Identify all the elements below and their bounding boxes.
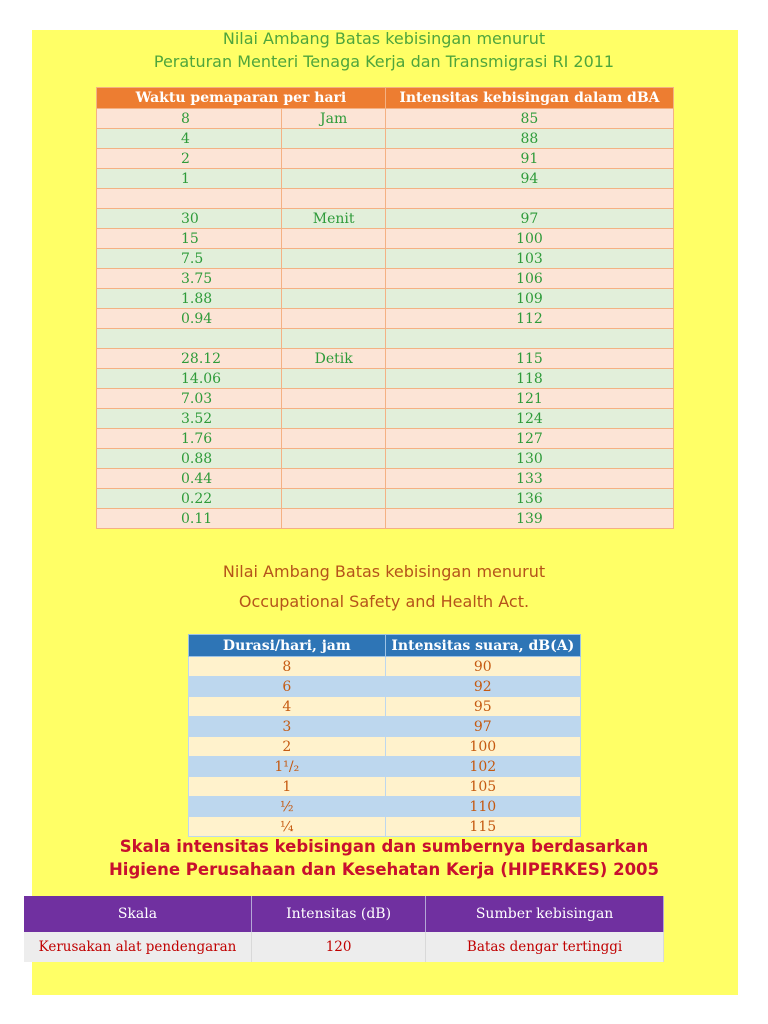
intensity-dba-cell [385, 329, 673, 349]
table-row [97, 189, 674, 209]
table-row [97, 169, 674, 189]
table-header-row [24, 896, 664, 932]
sound-intensity-cell: 100 [385, 737, 580, 757]
exposure-value-cell: 1.76 [97, 429, 282, 449]
exposure-value-cell: 1 [97, 169, 282, 189]
sound-intensity-cell: 105 [385, 777, 580, 797]
exposure-unit-cell [282, 509, 385, 529]
exposure-unit-cell [282, 469, 385, 489]
exposure-unit-cell [282, 369, 385, 389]
exposure-unit-cell [282, 329, 385, 349]
duration-cell: 2 [189, 737, 386, 757]
table-row [97, 329, 674, 349]
exposure-unit-cell: Jam [282, 109, 385, 129]
intensity-dba-cell: 109 [385, 289, 673, 309]
nab-permenakertrans-table [96, 87, 674, 529]
intensity-dba-cell: 133 [385, 469, 673, 489]
table-row [97, 249, 674, 269]
intensity-dba-cell: 94 [385, 169, 673, 189]
intensity-dba-cell: 88 [385, 129, 673, 149]
table-row [97, 129, 674, 149]
exposure-value-cell: 3.75 [97, 269, 282, 289]
duration-cell: 8 [189, 657, 386, 677]
intensity-dba-cell: 97 [385, 209, 673, 229]
exposure-unit-cell [282, 149, 385, 169]
table-row [189, 757, 581, 777]
intensity-dba-cell: 121 [385, 389, 673, 409]
table-row [97, 289, 674, 309]
intensity-dba-cell: 106 [385, 269, 673, 289]
exposure-value-cell: 1.88 [97, 289, 282, 309]
nab-osha-table [188, 634, 581, 837]
exposure-unit-cell [282, 409, 385, 429]
table-row [24, 932, 664, 962]
exposure-unit-cell [282, 489, 385, 509]
exposure-unit-cell [282, 229, 385, 249]
scale-cell: Kerusakan alat pendengaran [24, 932, 251, 962]
section3-title-line2: Higiene Perusahaan dan Kesehatan Kerja (HIPERKES) 2005 [108, 860, 660, 879]
duration-cell: 3 [189, 717, 386, 737]
table-row [97, 369, 674, 389]
header-scale: Skala [24, 896, 251, 932]
table-row [189, 657, 581, 677]
table-row [97, 149, 674, 169]
table-row [189, 817, 581, 837]
intensity-dba-cell: 115 [385, 349, 673, 369]
duration-cell: 1 [189, 777, 386, 797]
intensity-dba-cell: 85 [385, 109, 673, 129]
exposure-value-cell: 14.06 [97, 369, 282, 389]
exposure-unit-cell [282, 129, 385, 149]
exposure-value-cell: 7.5 [97, 249, 282, 269]
exposure-unit-cell [282, 189, 385, 209]
header-noise-source: Sumber kebisingan [426, 896, 664, 932]
exposure-value-cell: 3.52 [97, 409, 282, 429]
table-row [189, 717, 581, 737]
duration-cell: 1¹/₂ [189, 757, 386, 777]
table-row [189, 777, 581, 797]
sound-intensity-cell: 115 [385, 817, 580, 837]
header-duration: Durasi/hari, jam [189, 635, 386, 657]
exposure-unit-cell [282, 429, 385, 449]
table-row [189, 797, 581, 817]
exposure-unit-cell: Detik [282, 349, 385, 369]
section3-title-line1: Skala intensitas kebisingan dan sumbernya berdasarkan [119, 837, 649, 856]
table-row [97, 469, 674, 489]
exposure-unit-cell [282, 389, 385, 409]
exposure-value-cell: 7.03 [97, 389, 282, 409]
intensity-dba-cell: 118 [385, 369, 673, 389]
exposure-value-cell: 0.94 [97, 309, 282, 329]
duration-cell: 4 [189, 697, 386, 717]
table-row [189, 697, 581, 717]
intensity-dba-cell: 91 [385, 149, 673, 169]
table-row [189, 677, 581, 697]
exposure-unit-cell [282, 249, 385, 269]
intensity-dba-cell: 136 [385, 489, 673, 509]
table-header-row [189, 635, 581, 657]
duration-cell: ¼ [189, 817, 386, 837]
exposure-unit-cell: Menit [282, 209, 385, 229]
exposure-value-cell [97, 189, 282, 209]
header-intensity-db: Intensitas (dB) [251, 896, 425, 932]
table-row [97, 209, 674, 229]
intensity-dba-cell: 100 [385, 229, 673, 249]
table-row [97, 349, 674, 369]
table-row [97, 409, 674, 429]
table-row [97, 449, 674, 469]
table-row [97, 109, 674, 129]
exposure-value-cell: 0.11 [97, 509, 282, 529]
section2-title-line1: Nilai Ambang Batas kebisingan menurut [222, 562, 546, 581]
exposure-value-cell: 15 [97, 229, 282, 249]
exposure-unit-cell [282, 169, 385, 189]
section1-title-line1: Nilai Ambang Batas kebisingan menurut [222, 29, 546, 48]
sound-intensity-cell: 92 [385, 677, 580, 697]
exposure-value-cell: 0.44 [97, 469, 282, 489]
noise-source-cell: Batas dengar tertinggi [426, 932, 664, 962]
intensity-db-cell: 120 [251, 932, 425, 962]
header-sound-intensity: Intensitas suara, dB(A) [385, 635, 580, 657]
header-noise-intensity: Intensitas kebisingan dalam dBA [385, 88, 673, 109]
duration-cell: 6 [189, 677, 386, 697]
exposure-unit-cell [282, 309, 385, 329]
table-row [97, 389, 674, 409]
intensity-dba-cell: 112 [385, 309, 673, 329]
header-exposure-time: Waktu pemaparan per hari [97, 88, 386, 109]
table-row [97, 229, 674, 249]
table-row [97, 429, 674, 449]
intensity-dba-cell: 124 [385, 409, 673, 429]
table-row [97, 509, 674, 529]
sound-intensity-cell: 97 [385, 717, 580, 737]
table-header-row [97, 88, 674, 109]
exposure-unit-cell [282, 289, 385, 309]
duration-cell: ½ [189, 797, 386, 817]
exposure-unit-cell [282, 269, 385, 289]
intensity-dba-cell: 130 [385, 449, 673, 469]
exposure-value-cell: 30 [97, 209, 282, 229]
exposure-unit-cell [282, 449, 385, 469]
intensity-dba-cell: 127 [385, 429, 673, 449]
exposure-value-cell: 28.12 [97, 349, 282, 369]
table-row [189, 737, 581, 757]
exposure-value-cell: 0.88 [97, 449, 282, 469]
exposure-value-cell: 8 [97, 109, 282, 129]
table-row [97, 489, 674, 509]
table-row [97, 269, 674, 289]
hiperkes-scale-table [24, 896, 664, 962]
sound-intensity-cell: 90 [385, 657, 580, 677]
sound-intensity-cell: 110 [385, 797, 580, 817]
exposure-value-cell [97, 329, 282, 349]
exposure-value-cell: 2 [97, 149, 282, 169]
exposure-value-cell: 4 [97, 129, 282, 149]
intensity-dba-cell [385, 189, 673, 209]
intensity-dba-cell: 103 [385, 249, 673, 269]
table-row [97, 309, 674, 329]
sound-intensity-cell: 102 [385, 757, 580, 777]
sound-intensity-cell: 95 [385, 697, 580, 717]
section1-title-line2: Peraturan Menteri Tenaga Kerja dan Transmigrasi RI 2011 [153, 52, 615, 71]
exposure-value-cell: 0.22 [97, 489, 282, 509]
intensity-dba-cell: 139 [385, 509, 673, 529]
section2-title-line2: Occupational Safety and Health Act. [238, 592, 530, 611]
